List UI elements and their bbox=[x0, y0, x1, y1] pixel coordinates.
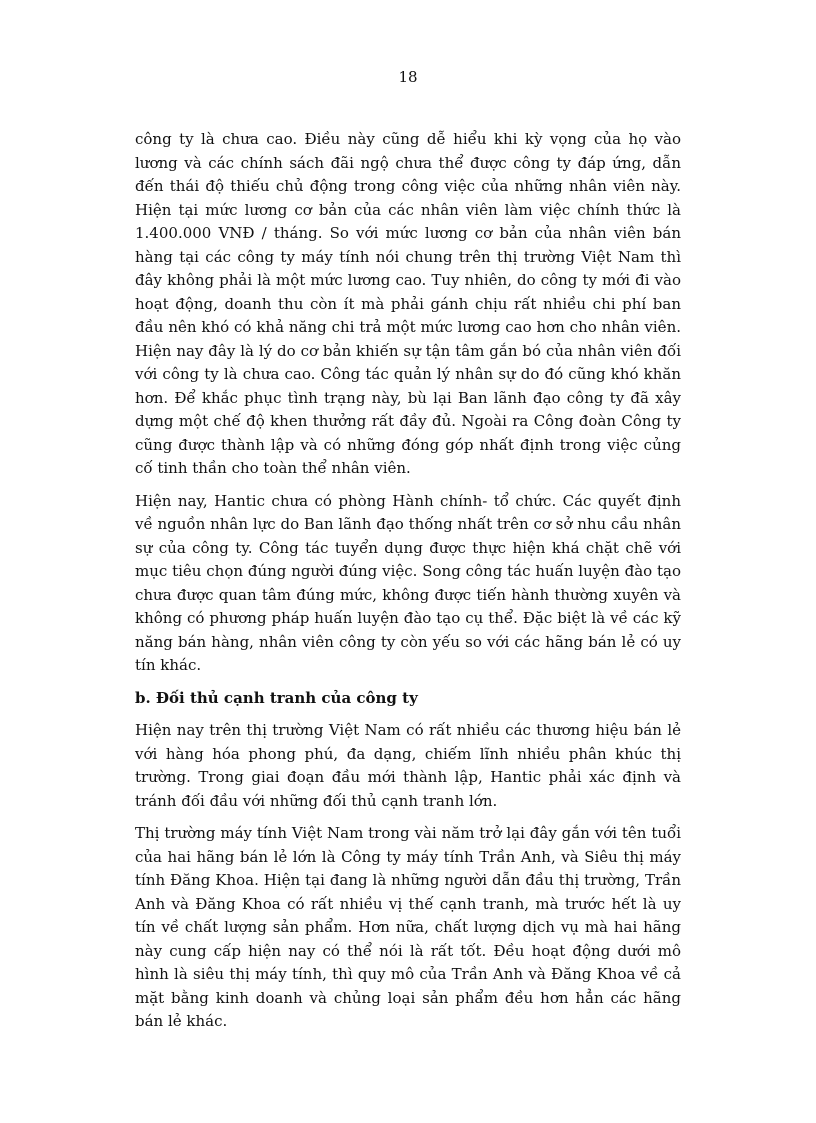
paragraph-salary-policy: công ty là chưa cao. Điều này cũng dễ hiểu khi kỳ vọng của họ vào lương và các chính sách đãi ngộ chưa thể được công ty đáp ứng, dẫn đến thái độ thiếu chủ động trong công việc của những nhân viên này. Hiện tại mức lương cơ bản của các nhân viên làm việc chính thức là 1.400.000 VNĐ / tháng. So với mức lương cơ bản của nhân viên bán hàng tại các công ty máy tính nói chung trên thị trường Việt Nam thì đây không phải là một mức lương cao. Tuy nhiên, do công ty mới đi vào hoạt động, doanh thu còn ít mà phải gánh chịu rất nhiều chi phí ban đầu nên khó có khả năng chi trả một mức lương cao hơn cho nhân viên. Hiện nay đây là lý do cơ bản khiến sự tận tâm gắn bó của nhân viên đối với công ty là chưa cao. Công tác quản lý nhân sự do đó cũng khó khăn hơn. Để khắc phục tình trạng này, bù lại Ban lãnh đạo công ty đã xây dựng một chế độ khen thưởng rất đầy đủ. Ngoài ra Công đoàn Công ty cũng được thành lập và có những đóng góp nhất định trong việc củng cố tinh thần cho toàn thể nhân viên. bbox=[135, 130, 681, 477]
page-number: 18 bbox=[398, 68, 418, 86]
page-content bbox=[135, 128, 681, 1043]
section-heading-competitors: b. Đối thủ cạnh tranh của công ty bbox=[135, 688, 418, 707]
paragraph-hr-department: Hiện nay, Hantic chưa có phòng Hành chính- tổ chức. Các quyết định về nguồn nhân lực do Ban lãnh đạo thống nhất trên cơ sở nhu cầu nhân sự của công ty. Công tác tuyển dụng được thực hiện khá chặt chẽ với mục tiêu chọn đúng người đúng việc. Song công tác huấn luyện đào tạo chưa được quan tâm đúng mức, không được tiến hành thường xuyên và không có phương pháp huấn luyện đào tạo cụ thể. Đặc biệt là về các kỹ năng bán hàng, nhân viên công ty còn yếu so với các hãng bán lẻ có uy tín khác. bbox=[135, 491, 681, 674]
paragraph-main-competitors: Thị trường máy tính Việt Nam trong vài năm trở lại đây gắn với tên tuổi của hai hãng bán lẻ lớn là Công ty máy tính Trần Anh, và Siêu thị máy tính Đăng Khoa. Hiện tại đang là những người dẫn đầu thị trường, Trần Anh và Đăng Khoa có rất nhiều vị thế cạnh tranh, mà trước hết là uy tín về chất lượng sản phẩm. Hơn nữa, chất lượng dịch vụ mà hai hãng này cung cấp hiện nay có thể nói là rất tốt. Đều hoạt động dưới mô hình là siêu thị máy tính, thì quy mô của Trần Anh và Đăng Khoa về cả mặt bằng kinh doanh và chủng loại sản phẩm đều hơn hẳn các hãng bán lẻ khác. bbox=[135, 824, 681, 1030]
paragraph-market-overview: Hiện nay trên thị trường Việt Nam có rất nhiều các thương hiệu bán lẻ với hàng hóa phong phú, đa dạng, chiếm lĩnh nhiều phân khúc thị trường. Trong giai đoạn đầu mới thành lập, Hantic phải xác định và tránh đối đầu với những đối thủ cạnh tranh lớn. bbox=[135, 721, 681, 810]
